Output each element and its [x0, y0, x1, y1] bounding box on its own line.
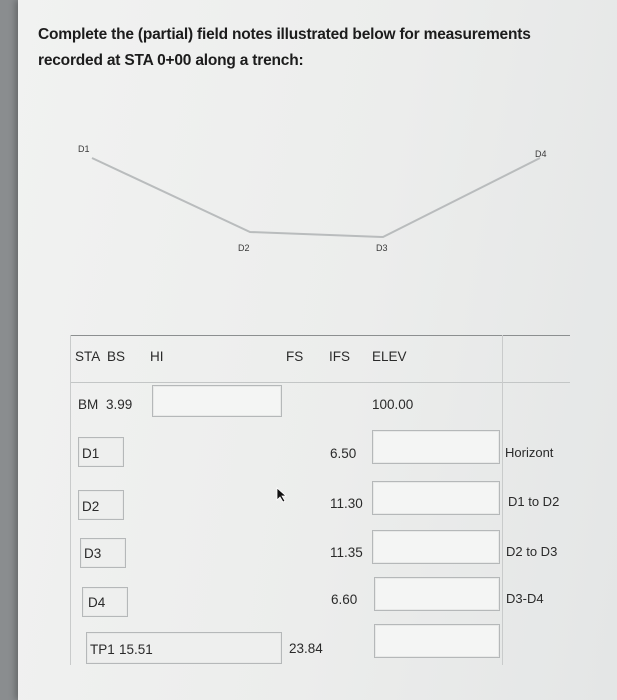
elev-input-d1[interactable]	[372, 430, 500, 464]
table-top-rule	[70, 335, 570, 336]
row-d1-sta: D1	[82, 446, 100, 461]
row-d4-ifs: 6.60	[331, 592, 358, 607]
row-tp1-sta: TP1	[90, 642, 115, 657]
header-hi: HI	[150, 349, 164, 364]
row-d2-ifs: 11.30	[330, 496, 363, 511]
header-fs: FS	[286, 349, 304, 364]
table-header-rule	[70, 382, 570, 383]
side-label-horizontal: Horizont	[505, 445, 554, 460]
question-line-2: recorded at STA 0+00 along a trench:	[38, 52, 304, 69]
elev-input-d4[interactable]	[374, 577, 500, 611]
header-ifs: IFS	[329, 349, 351, 364]
d2-label: D2	[238, 243, 250, 253]
side-label-d1-d2: D1 to D2	[508, 494, 560, 509]
row-bm-sta: BM	[78, 397, 99, 412]
d3-label: D3	[376, 243, 388, 253]
hi-input-bm[interactable]	[152, 385, 282, 417]
trench-diagram	[0, 0, 617, 300]
row-d1-ifs: 6.50	[330, 446, 357, 461]
row-d3-sta: D3	[84, 546, 102, 561]
elev-input-tp1[interactable]	[374, 624, 500, 658]
table-left-border	[70, 335, 71, 665]
row-d2-sta: D2	[82, 499, 100, 514]
elev-input-d3[interactable]	[372, 530, 500, 564]
table-right-divider	[502, 335, 503, 665]
side-label-d2-d3: D2 to D3	[506, 544, 558, 559]
row-tp1-fs: 23.84	[289, 641, 323, 656]
d4-label: D4	[535, 149, 547, 159]
mouse-pointer-icon	[276, 487, 288, 503]
side-label-d3-d4: D3-D4	[506, 591, 544, 606]
header-elev: ELEV	[372, 349, 407, 364]
elev-input-d2[interactable]	[372, 481, 500, 515]
sta-cell-tp1	[86, 632, 282, 664]
row-bm-elev: 100.00	[372, 397, 414, 412]
row-d3-ifs: 11.35	[330, 545, 363, 560]
row-bm-bs: 3.99	[106, 397, 133, 412]
trench-profile-line	[92, 158, 540, 237]
header-sta: STA	[75, 349, 101, 364]
row-d4-sta: D4	[88, 595, 106, 610]
question-line-1: Complete the (partial) field notes illustrated below for measurements	[38, 26, 531, 43]
header-bs: BS	[107, 349, 126, 364]
d1-label: D1	[78, 144, 90, 154]
row-tp1-bs: 15.51	[119, 642, 153, 657]
